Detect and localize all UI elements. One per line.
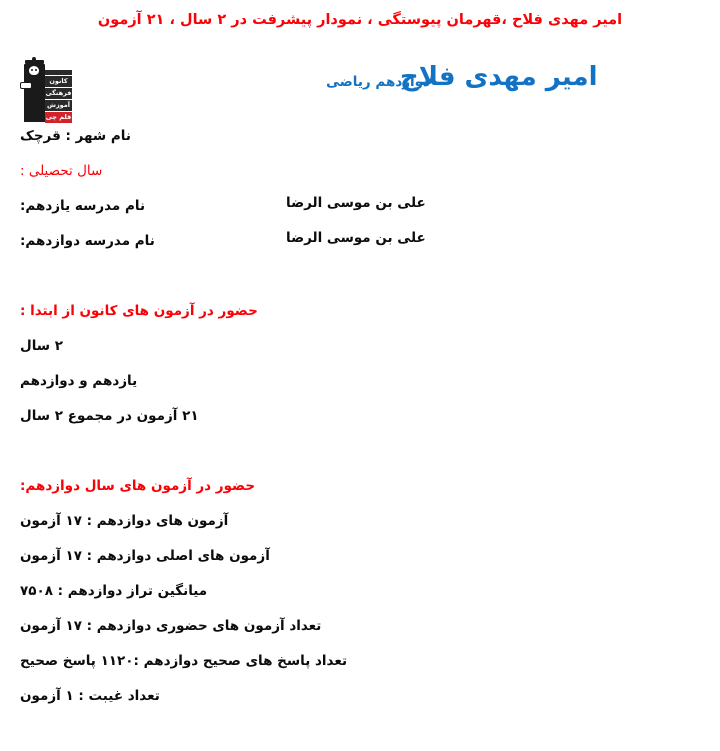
row-attendance-all-years	[10, 335, 710, 370]
absences-count: تعداد غیبت : ۱ آزمون	[20, 688, 160, 704]
row-academic-year	[10, 160, 710, 195]
row-absences	[10, 685, 710, 720]
attendance-all-total: ۲۱ آزمون در مجموع ۲ سال	[20, 408, 199, 424]
academic-year-label: سال تحصیلی :	[20, 163, 103, 179]
graduate-book-icon	[20, 82, 32, 89]
row-attendance-twelfth-heading	[10, 475, 710, 510]
school-eleventh-label: نام مدرسه یازدهم:	[20, 198, 146, 214]
logo-bar-top	[45, 70, 72, 75]
row-attendance-all-grades	[10, 370, 710, 405]
logo-bar-amoozesh: آموزش	[46, 101, 71, 109]
kanoon-logo	[24, 60, 72, 122]
correct-answers-twelfth: تعداد پاسخ های صحیح دوازدهم :۱۱۲۰ پاسخ صحیح	[20, 653, 348, 669]
school-twelfth-value: علی بن موسی الرضا	[286, 230, 426, 246]
row-average-taraz-twelfth	[10, 580, 710, 615]
student-name: امیر مهدی فلاح	[400, 62, 598, 92]
city-label: نام شهر : قرچک	[20, 128, 131, 144]
section-spacer-two	[10, 440, 710, 475]
attendance-twelfth-heading: حضور در آزمون های سال دوازدهم:	[20, 478, 256, 494]
attendance-all-grades: یازدهم و دوازدهم	[20, 373, 138, 389]
student-major: دوازدهم ریاضی	[326, 74, 430, 90]
average-taraz-twelfth: میانگین تراز دوازدهم : ۷۵۰۸	[20, 583, 208, 599]
logo-text-bars	[45, 70, 72, 122]
row-exams-twelfth	[10, 510, 710, 545]
row-school-twelfth	[10, 230, 710, 265]
page-title: امیر مهدی فلاح ،قهرمان پیوستگی ، نمودار پیشرفت در ۲ سال ، ۲۱ آزمون	[97, 12, 623, 28]
row-correct-answers-twelfth	[10, 650, 710, 685]
logo-graphic	[24, 60, 72, 122]
info-block	[10, 125, 710, 720]
logo-bar-ghalamchi: قلم چی	[45, 113, 72, 121]
school-eleventh-value: علی بن موسی الرضا	[286, 195, 426, 211]
row-in-person-exams-twelfth	[10, 615, 710, 650]
in-person-exams-twelfth: تعداد آزمون های حضوری دوازدهم : ۱۷ آزمون	[20, 618, 322, 634]
row-attendance-all-total	[10, 405, 710, 440]
graduate-face-icon	[29, 66, 39, 75]
section-spacer-one	[10, 265, 710, 300]
attendance-all-heading: حضور در آزمون های کانون از ابتدا :	[20, 303, 258, 319]
row-main-exams-twelfth	[10, 545, 710, 580]
row-school-eleventh	[10, 195, 710, 230]
row-city	[10, 125, 710, 160]
attendance-all-years: ۲ سال	[20, 338, 64, 354]
logo-bar-kanoon: کانون	[45, 76, 72, 87]
row-attendance-all-heading	[10, 300, 710, 335]
logo-bar-farhangi: فرهنگی	[45, 89, 72, 97]
exams-twelfth: آزمون های دوازدهم : ۱۷ آزمون	[20, 513, 229, 529]
school-twelfth-label: نام مدرسه دوازدهم:	[20, 233, 155, 249]
main-exams-twelfth: آزمون های اصلی دوازدهم : ۱۷ آزمون	[20, 548, 270, 564]
graduation-cap-button-icon	[32, 57, 36, 61]
